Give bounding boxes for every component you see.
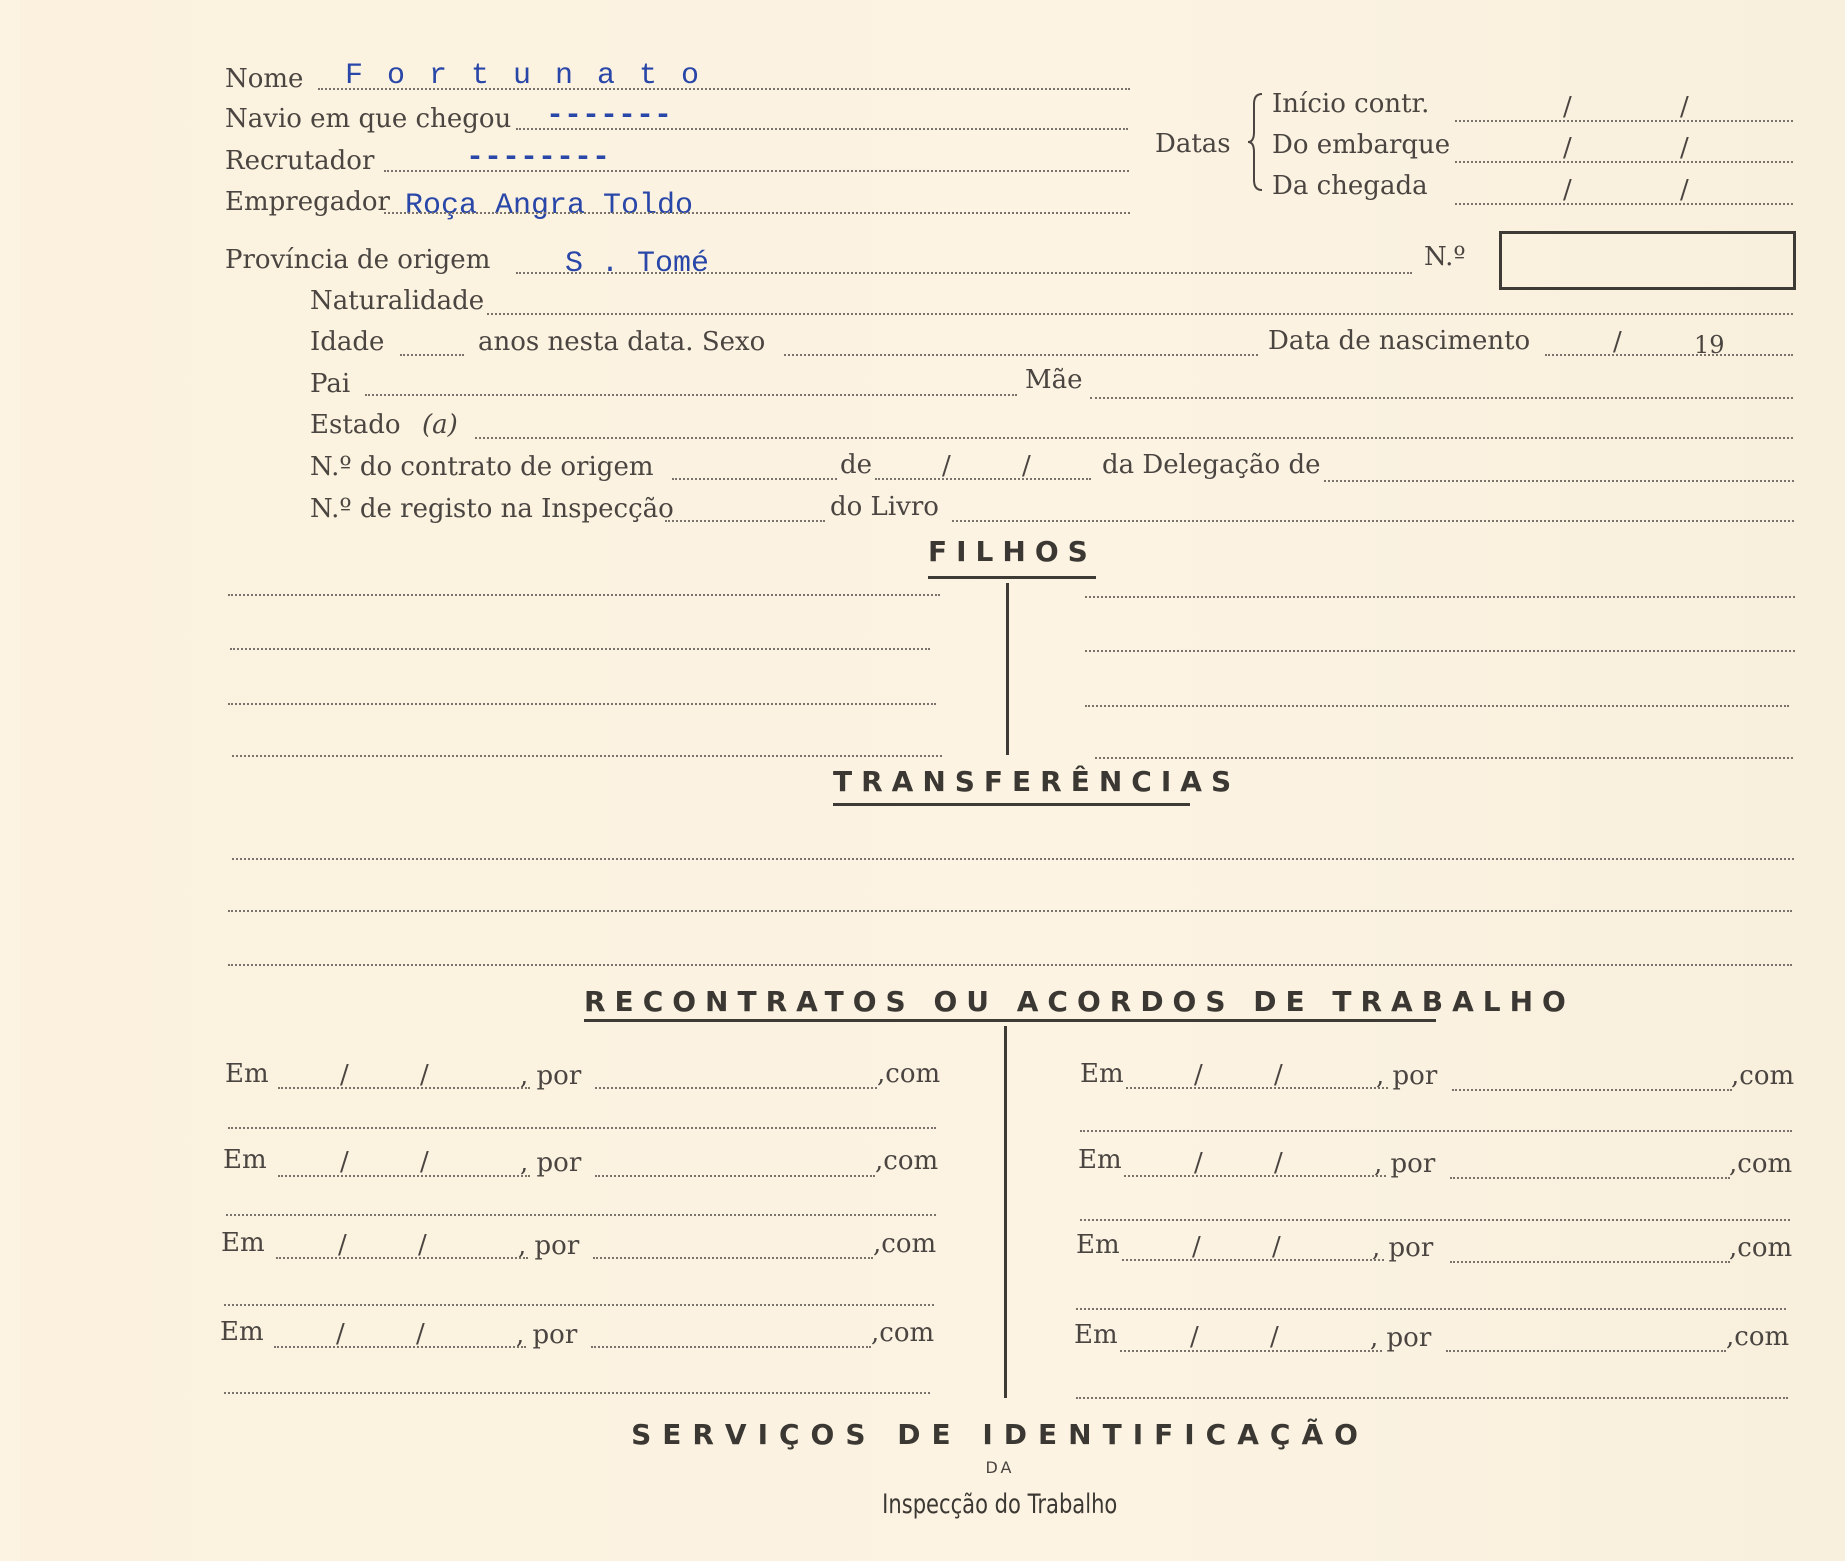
contrato-date-line: [875, 478, 1091, 480]
transferencias-line-3: [228, 964, 1792, 966]
recontratos-divider: [1004, 1026, 1007, 1398]
datas-brace: [1246, 92, 1268, 192]
recontrato-extra-line: [224, 1304, 934, 1306]
recontrato-extra-line: [228, 1127, 936, 1129]
por-line: [1450, 1261, 1730, 1263]
anos-sexo-label: anos nesta data. Sexo: [478, 327, 766, 357]
provincia-value: S . Tomé: [565, 247, 710, 281]
recontrato-extra-line: [1076, 1397, 1788, 1399]
provincia-line: [516, 272, 1412, 274]
com-label: ,com: [1726, 1322, 1790, 1352]
com-label: ,com: [1729, 1149, 1793, 1179]
recontratos-heading: RECONTRATOS OU ACORDOS DE TRABALHO: [584, 985, 1575, 1018]
em-label: Em: [1076, 1230, 1120, 1260]
por-label: , por: [1372, 1233, 1434, 1263]
mae-label: Mãe: [1025, 365, 1083, 395]
numero-box: [1499, 231, 1796, 290]
estado-line: [475, 437, 1793, 439]
em-date-line: [274, 1346, 526, 1348]
empregador-value: Roça Angra Toldo: [405, 189, 694, 223]
inicio-slash-2: /: [1680, 92, 1689, 122]
recontrato-extra-line: [224, 1392, 930, 1394]
nome-label: Nome: [225, 64, 304, 94]
recontrato-extra-line: [1076, 1308, 1786, 1310]
footer-title: SERVIÇOS DE IDENTIFICAÇÃO: [631, 1418, 1369, 1451]
inicio-slash-1: /: [1563, 92, 1572, 122]
em-slash-1: /: [1192, 1232, 1201, 1262]
embarque-slash-1: /: [1563, 133, 1572, 163]
inicio-contr-line: [1455, 120, 1793, 122]
filhos-right-line-4: [1095, 757, 1793, 759]
em-label: Em: [223, 1145, 267, 1175]
filhos-heading: FILHOS: [928, 535, 1097, 568]
em-slash-1: /: [1194, 1060, 1203, 1090]
recrutador-label: Recrutador: [225, 146, 375, 176]
livro-line: [952, 520, 1794, 522]
filhos-right-line-2: [1085, 650, 1795, 652]
contrato-label: N.º do contrato de origem: [310, 452, 654, 482]
chegada-label: Da chegada: [1272, 171, 1428, 201]
por-line: [593, 1257, 873, 1259]
data-nascimento-label: Data de nascimento: [1268, 326, 1531, 356]
por-label: , por: [520, 1148, 582, 1178]
filhos-left-line-2: [230, 648, 930, 650]
idade-line: [400, 354, 464, 356]
em-date-line: [1120, 1350, 1382, 1352]
filhos-right-line-3: [1085, 705, 1789, 707]
por-line: [1452, 1089, 1732, 1091]
em-slash-1: /: [340, 1147, 349, 1177]
por-label: , por: [1370, 1323, 1432, 1353]
em-slash-1: /: [1194, 1148, 1203, 1178]
por-label: , por: [1376, 1061, 1438, 1091]
em-label: Em: [1080, 1059, 1124, 1089]
com-label: ,com: [1731, 1061, 1795, 1091]
recrutador-line: [384, 170, 1129, 172]
em-date-line: [1122, 1259, 1384, 1261]
em-slash-1: /: [340, 1060, 349, 1090]
navio-value: -------: [546, 99, 673, 133]
com-label: ,com: [873, 1229, 937, 1259]
em-label: Em: [221, 1228, 265, 1258]
em-slash-2: /: [420, 1060, 429, 1090]
em-slash-1: /: [336, 1319, 345, 1349]
empregador-line: [384, 212, 1130, 214]
footer-da: DA: [985, 1458, 1015, 1477]
filhos-left-line-4: [232, 755, 942, 757]
por-label: , por: [518, 1231, 580, 1261]
contrato-slash-1: /: [942, 451, 951, 481]
transferencias-heading: TRANSFERÊNCIAS: [833, 765, 1241, 798]
chegada-slash-1: /: [1563, 175, 1572, 205]
filhos-right-line-1: [1085, 596, 1795, 598]
naturalidade-line: [487, 313, 1793, 315]
filhos-divider: [1006, 583, 1009, 755]
nome-line: [318, 88, 1130, 90]
chegada-slash-2: /: [1680, 175, 1689, 205]
em-slash-2: /: [1270, 1322, 1279, 1352]
recrutador-value: --------: [466, 141, 611, 175]
datas-label: Datas: [1155, 129, 1231, 159]
navio-label: Navio em que chegou: [225, 104, 512, 134]
contrato-slash-2: /: [1022, 451, 1031, 481]
em-date-line: [276, 1257, 528, 1259]
em-slash-2: /: [418, 1230, 427, 1260]
em-date-line: [1124, 1175, 1386, 1177]
com-label: ,com: [875, 1146, 939, 1176]
pai-label: Pai: [310, 369, 351, 399]
por-label: , por: [516, 1320, 578, 1350]
ano-prefix: 19: [1694, 331, 1725, 359]
embarque-slash-2: /: [1680, 133, 1689, 163]
navio-line: [516, 128, 1128, 130]
por-label: , por: [520, 1061, 582, 1091]
idade-label: Idade: [310, 327, 385, 357]
delegacao-label: da Delegação de: [1102, 450, 1321, 480]
provincia-label: Província de origem: [225, 245, 491, 275]
nascimento-line: [1545, 354, 1793, 356]
por-line: [591, 1346, 871, 1348]
por-label: , por: [1374, 1149, 1436, 1179]
em-slash-2: /: [1274, 1148, 1283, 1178]
registo-line: [665, 520, 825, 522]
filhos-left-line-3: [228, 703, 936, 705]
chegada-line: [1455, 203, 1793, 205]
transferencias-underline: [833, 803, 1190, 806]
em-slash-2: /: [420, 1147, 429, 1177]
por-line: [595, 1087, 877, 1089]
recontrato-extra-line: [1080, 1219, 1790, 1221]
estado-label: Estado: [310, 410, 401, 440]
naturalidade-label: Naturalidade: [310, 286, 485, 316]
recontrato-extra-line: [226, 1214, 936, 1216]
delegacao-line: [1324, 480, 1794, 482]
em-label: Em: [225, 1059, 269, 1089]
recontratos-underline: [584, 1019, 1436, 1022]
em-slash-1: /: [338, 1230, 347, 1260]
filhos-left-line-1: [228, 594, 940, 596]
footer-subtitle: Inspecção do Trabalho: [882, 1489, 1118, 1520]
transferencias-line-1: [232, 858, 1794, 860]
com-label: ,com: [877, 1059, 941, 1089]
filhos-underline: [928, 576, 1096, 579]
embarque-label: Do embarque: [1272, 130, 1451, 160]
por-line: [595, 1175, 875, 1177]
empregador-label: Empregador: [225, 187, 390, 217]
por-line: [1446, 1350, 1726, 1352]
em-slash-2: /: [1272, 1232, 1281, 1262]
embarque-line: [1455, 161, 1793, 163]
nascimento-slash: /: [1613, 327, 1622, 357]
em-slash-2: /: [1274, 1060, 1283, 1090]
em-date-line: [278, 1175, 530, 1177]
em-label: Em: [1078, 1145, 1122, 1175]
contrato-line: [672, 478, 837, 480]
nome-value: F o r t u n a t o: [345, 59, 703, 93]
recontrato-extra-line: [1080, 1130, 1792, 1132]
livro-label: do Livro: [830, 492, 939, 522]
em-label: Em: [1074, 1320, 1118, 1350]
em-date-line: [1126, 1087, 1388, 1089]
transferencias-line-2: [228, 910, 1792, 912]
footer: [600, 1418, 1400, 1522]
com-label: ,com: [1729, 1233, 1793, 1263]
em-label: Em: [220, 1317, 264, 1347]
sexo-line: [784, 354, 1258, 356]
em-slash-1: /: [1190, 1322, 1199, 1352]
contrato-de-label: de: [840, 450, 873, 480]
com-label: ,com: [871, 1318, 935, 1348]
em-date-line: [278, 1087, 530, 1089]
em-slash-2: /: [416, 1319, 425, 1349]
estado-note: (a): [422, 410, 458, 440]
mae-line: [1090, 397, 1793, 399]
por-line: [1450, 1177, 1730, 1179]
numero-label: N.º: [1424, 242, 1466, 272]
pai-line: [365, 394, 1017, 396]
registo-label: N.º de registo na Inspecção: [310, 494, 674, 524]
inicio-contr-label: Início contr.: [1272, 89, 1430, 119]
